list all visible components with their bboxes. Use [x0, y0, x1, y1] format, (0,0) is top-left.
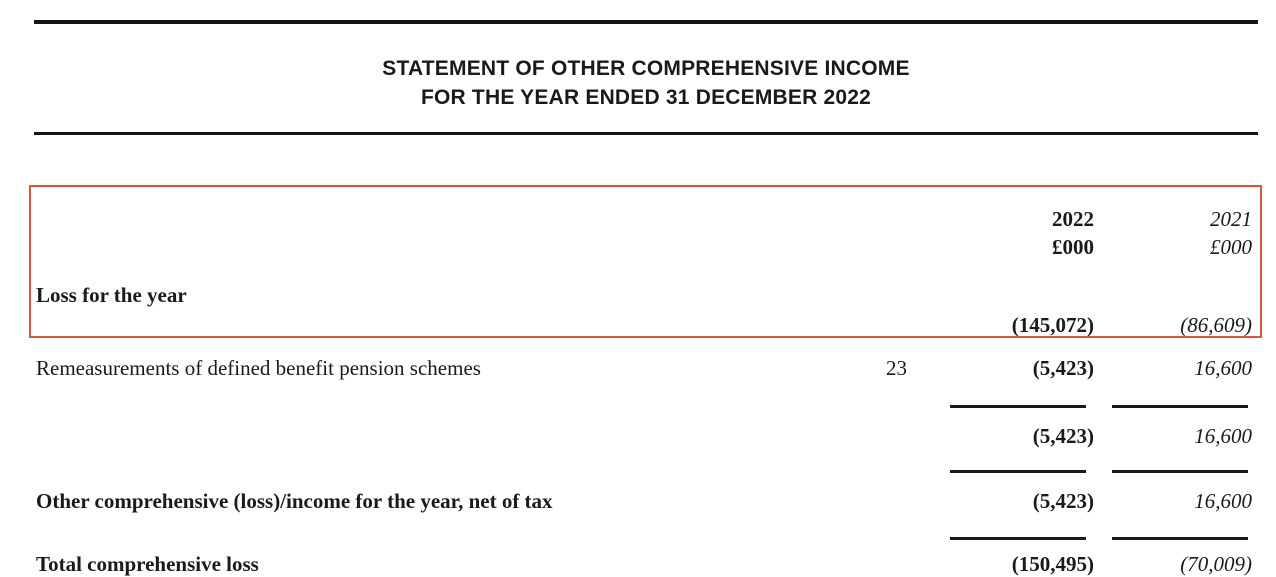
- row-value-2021-loss-for-year: (86,609): [1180, 313, 1252, 337]
- row-value-2022-subtotal: (5,423): [1032, 424, 1094, 448]
- oci-underline-2021: [1112, 470, 1248, 473]
- row-value-2022-total-comprehensive-loss: (150,495): [1011, 552, 1094, 576]
- subtotal-underline-2021: [1112, 405, 1248, 408]
- row-value-2021-other-comprehensive: 16,600: [1194, 489, 1252, 513]
- column-header-2021: 2021: [1210, 207, 1252, 231]
- column-unit-2021: £000: [1210, 235, 1252, 259]
- top-rule: [34, 20, 1258, 24]
- subtotal-underline-2022: [950, 405, 1086, 408]
- row-label-remeasurements: Remeasurements of defined benefit pension schemes: [36, 356, 481, 380]
- row-note-remeasurements: 23: [886, 356, 907, 380]
- header-rule: [34, 132, 1258, 135]
- row-label-loss-for-year: Loss for the year: [36, 283, 187, 307]
- total-underline-2022: [950, 537, 1086, 540]
- row-value-2021-subtotal: 16,600: [1194, 424, 1252, 448]
- row-value-2021-total-comprehensive-loss: (70,009): [1180, 552, 1252, 576]
- total-underline-2021: [1112, 537, 1248, 540]
- statement-title: STATEMENT OF OTHER COMPREHENSIVE INCOME: [382, 57, 910, 80]
- row-value-2022-other-comprehensive: (5,423): [1032, 489, 1094, 513]
- row-label-other-comprehensive: Other comprehensive (loss)/income for the year, net of tax: [36, 489, 553, 513]
- column-header-2022: 2022: [1052, 207, 1094, 231]
- row-label-total-comprehensive-loss: Total comprehensive loss: [36, 552, 259, 576]
- statement-period: FOR THE YEAR ENDED 31 DECEMBER 2022: [420, 86, 872, 109]
- row-value-2021-remeasurements: 16,600: [1194, 356, 1252, 380]
- row-value-2022-remeasurements: (5,423): [1032, 356, 1094, 380]
- row-value-2022-loss-for-year: (145,072): [1011, 313, 1094, 337]
- column-unit-2022: £000: [1052, 235, 1094, 259]
- oci-underline-2022: [950, 470, 1086, 473]
